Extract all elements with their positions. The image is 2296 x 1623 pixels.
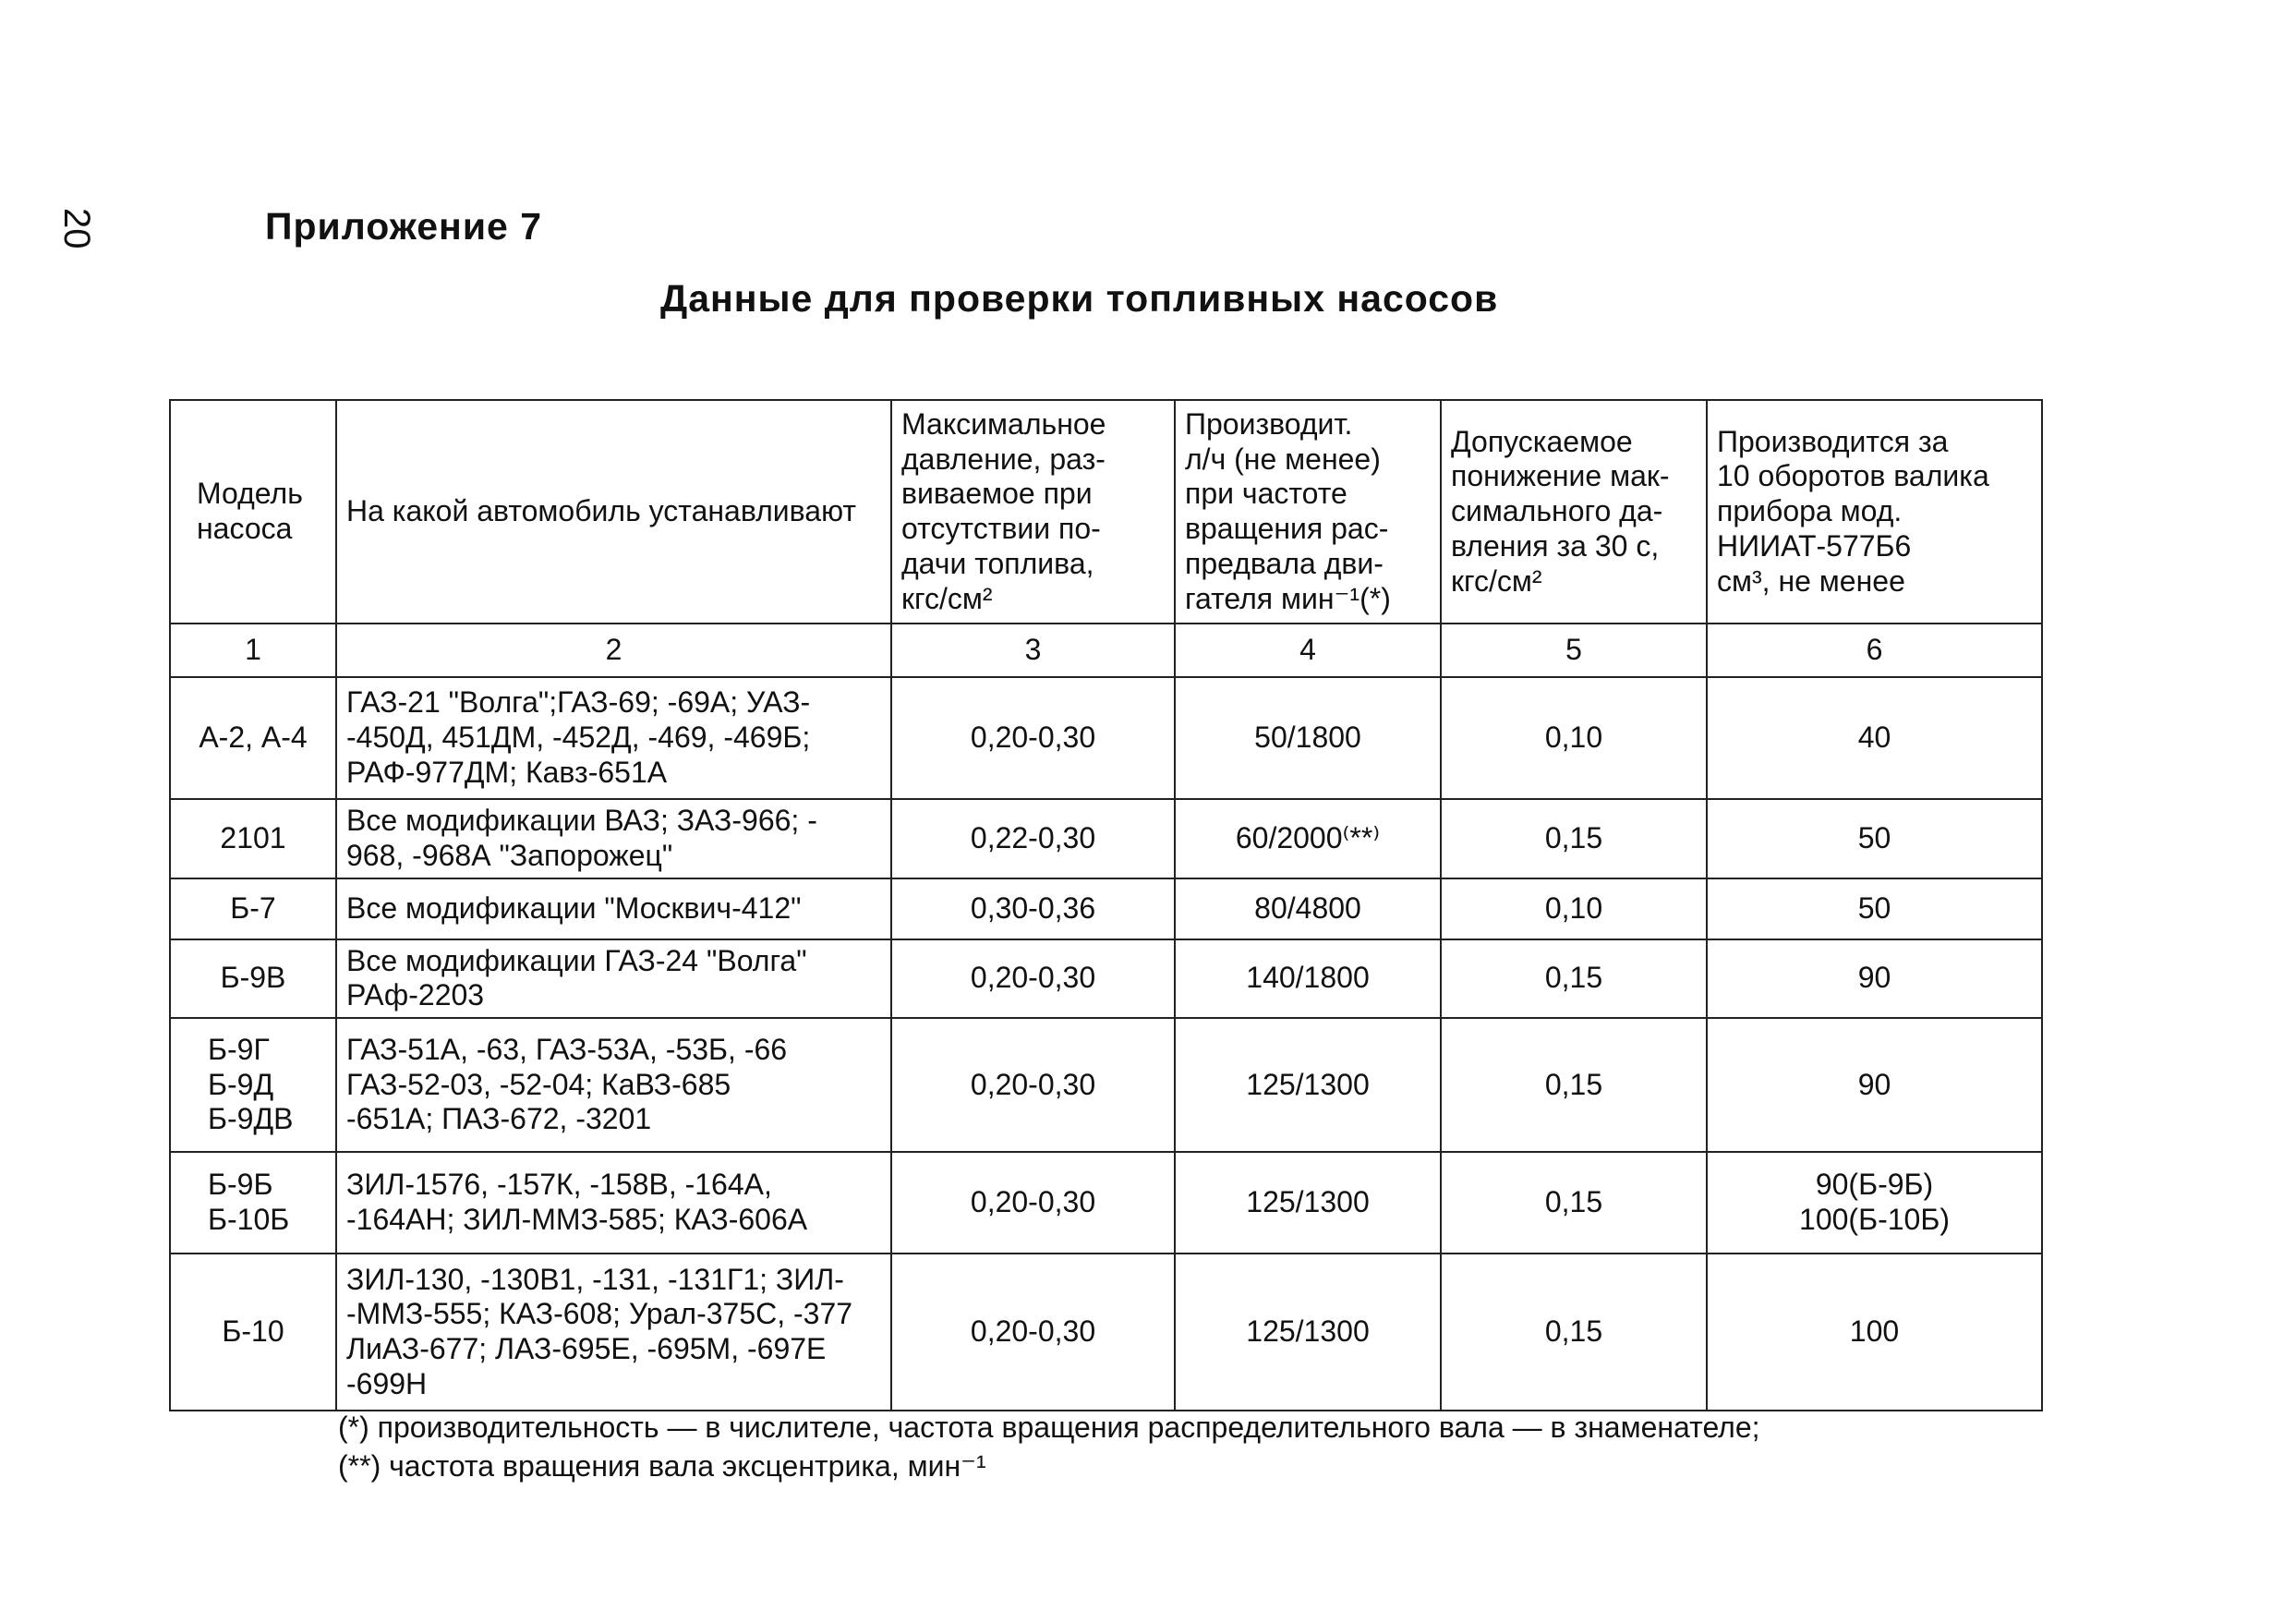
header-cell [1707, 400, 2042, 624]
model-text: Б-10 [222, 1314, 284, 1349]
column-number: 5 [1441, 624, 1707, 677]
model-cell [170, 878, 336, 939]
drop-cell: 0,10 [1441, 677, 1707, 799]
drop-cell: 0,15 [1441, 1152, 1707, 1254]
drop-cell: 0,15 [1441, 1018, 1707, 1152]
model-cell [170, 939, 336, 1019]
drop-cell: 0,10 [1441, 878, 1707, 939]
pressure-cell: 0,30-0,36 [891, 878, 1175, 939]
header-text: На какой автомобиль устанавливают [346, 494, 857, 528]
column-number: 1 [170, 624, 336, 677]
table-row [170, 1152, 2042, 1254]
table-row [170, 799, 2042, 878]
column-number: 4 [1175, 624, 1441, 677]
capacity-cell: 80/4800 [1175, 878, 1441, 939]
column-number: 3 [891, 624, 1175, 677]
model-cell [170, 1152, 336, 1254]
vehicles-cell [336, 799, 891, 878]
model-text: Б-9Б Б-10Б [208, 1168, 290, 1236]
volume-text: 100 [1849, 1314, 1900, 1349]
model-text: Б-7 [230, 890, 276, 925]
volume-text: 90(Б-9Б) 100(Б-10Б) [1799, 1168, 1950, 1236]
header-text: Максимальное давление, раз- виваемое при отсутствии по- дачи топлива, кгс/см² [901, 406, 1106, 615]
vehicles-text: Все модификации ГАЗ-24 "Волга" РАф-2203 [346, 943, 807, 1012]
pressure-cell: 0,20-0,30 [891, 677, 1175, 799]
vehicles-cell [336, 1254, 891, 1411]
model-text: 2101 [220, 820, 286, 854]
model-cell [170, 677, 336, 799]
header-text: Производится за 10 оборотов валика прибора мод. НИИАТ-577Б6 см³, не менее [1717, 424, 1989, 598]
volume-cell [1707, 1254, 2042, 1411]
volume-text: 50 [1857, 890, 1891, 925]
page-number: 20 [56, 208, 97, 249]
vehicles-cell [336, 939, 891, 1019]
pressure-cell: 0,20-0,30 [891, 939, 1175, 1019]
header-cell [1175, 400, 1441, 624]
volume-text: 90 [1857, 1067, 1891, 1101]
header-text: Допускаемое понижение мак- симального да- вления за 30 с, кгс/см² [1451, 424, 1670, 598]
model-text: Б-9Г Б-9Д Б-9ДВ [208, 1032, 294, 1136]
volume-text: 50 [1857, 820, 1891, 854]
vehicles-text: Все модификации "Москвич-412" [346, 890, 802, 925]
model-cell [170, 1018, 336, 1152]
vehicles-cell [336, 1018, 891, 1152]
volume-cell [1707, 677, 2042, 799]
footnotes [338, 1409, 1760, 1485]
volume-cell [1707, 939, 2042, 1019]
model-cell [170, 799, 336, 878]
footnote: (**) частота вращения вала эксцентрика, мин⁻¹ [338, 1448, 986, 1483]
pressure-cell: 0,20-0,30 [891, 1254, 1175, 1411]
model-cell [170, 1254, 336, 1411]
volume-text: 40 [1857, 721, 1891, 755]
table-row [170, 1018, 2042, 1152]
vehicles-cell [336, 878, 891, 939]
model-text: А-2, А-4 [199, 721, 308, 755]
appendix-heading: Приложение 7 [265, 205, 543, 248]
drop-cell: 0,15 [1441, 939, 1707, 1019]
column-number: 6 [1707, 624, 2042, 677]
capacity-cell: 140/1800 [1175, 939, 1441, 1019]
table-header-row [170, 400, 2042, 624]
vehicles-cell [336, 677, 891, 799]
vehicles-cell [336, 1152, 891, 1254]
volume-cell [1707, 1018, 2042, 1152]
footnote: (*) производительность — в числителе, частота вращения распределительного вала — в знаменателе; [338, 1411, 1760, 1444]
volume-cell [1707, 1152, 2042, 1254]
header-cell [891, 400, 1175, 624]
vehicles-text: ЗИЛ-1576, -157К, -158В, -164А, -164АН; ЗИЛ-ММЗ-585; КАЗ-606А [346, 1168, 808, 1236]
vehicles-text: ГАЗ-21 "Волга";ГАЗ-69; -69А; УАЗ- -450Д, 451ДМ, -452Д, -469, -469Б; РАФ-977ДМ; Кавз-651А [346, 685, 811, 789]
volume-text: 90 [1857, 961, 1891, 995]
table-row [170, 677, 2042, 799]
model-text: Б-9В [220, 961, 286, 995]
header-cell [336, 400, 891, 624]
capacity-cell: 60/2000⁽**⁾ [1175, 799, 1441, 878]
header-cell [1441, 400, 1707, 624]
volume-cell [1707, 878, 2042, 939]
column-number: 2 [336, 624, 891, 677]
drop-cell: 0,15 [1441, 1254, 1707, 1411]
vehicles-text: Все модификации ВАЗ; ЗАЗ-966; - 968, -968А "Запорожец" [346, 804, 817, 872]
fuel-pump-table [169, 399, 2043, 1411]
pressure-cell: 0,22-0,30 [891, 799, 1175, 878]
table-row [170, 939, 2042, 1019]
capacity-cell: 50/1800 [1175, 677, 1441, 799]
capacity-cell: 125/1300 [1175, 1254, 1441, 1411]
pressure-cell: 0,20-0,30 [891, 1152, 1175, 1254]
capacity-cell: 125/1300 [1175, 1152, 1441, 1254]
header-cell [170, 400, 336, 624]
capacity-cell: 125/1300 [1175, 1018, 1441, 1152]
vehicles-text: ГАЗ-51А, -63, ГАЗ-53А, -53Б, -66 ГАЗ-52-03, -52-04; КаВЗ-685 -651А; ПАЗ-672, -3201 [346, 1032, 788, 1136]
pressure-cell: 0,20-0,30 [891, 1018, 1175, 1152]
document-title: Данные для проверки топливных насосов [660, 277, 1499, 320]
drop-cell: 0,15 [1441, 799, 1707, 878]
header-text: Модель насоса [197, 477, 303, 545]
volume-cell [1707, 799, 2042, 878]
vehicles-text: ЗИЛ-130, -130В1, -131, -131Г1; ЗИЛ- -ММЗ-555; КАЗ-608; Урал-375С, -377 ЛиАЗ-677; ЛАЗ-695Е, -695М, -697Е -699Н [346, 1262, 853, 1400]
column-number-row [170, 624, 2042, 677]
table-row [170, 878, 2042, 939]
header-text: Производит. л/ч (не менее) при частоте вращения рас- предвала дви- гателя мин⁻¹(*) [1185, 406, 1391, 615]
table-row [170, 1254, 2042, 1411]
